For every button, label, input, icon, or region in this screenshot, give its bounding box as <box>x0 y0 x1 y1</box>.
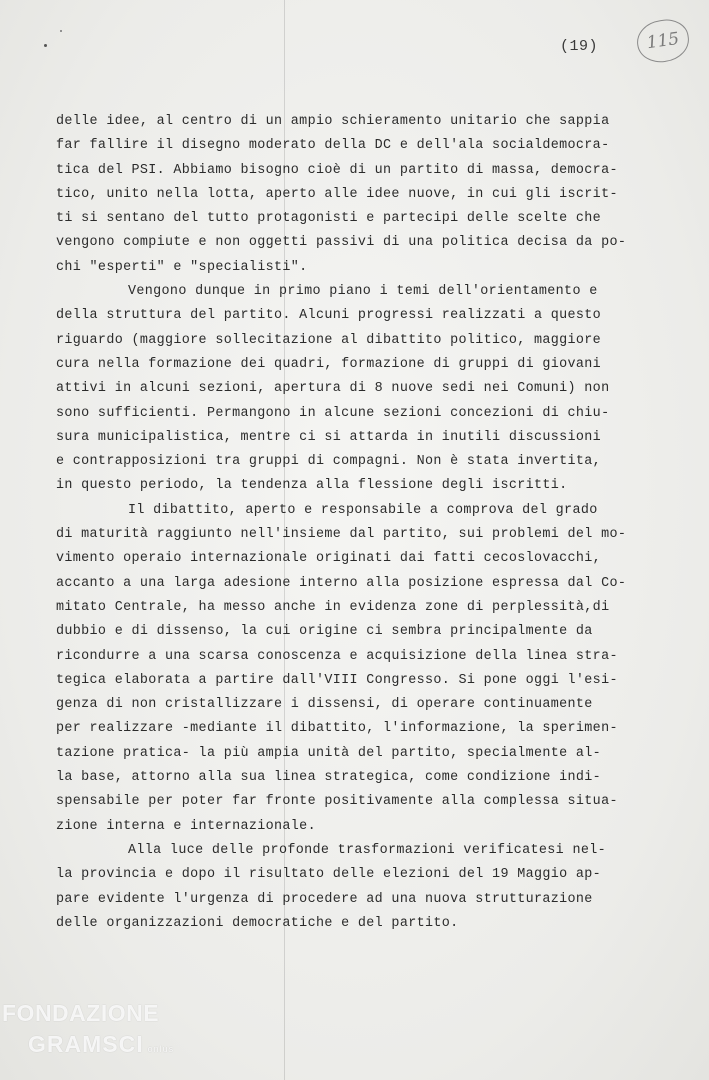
archive-stamp-number <box>634 17 691 66</box>
text-line: zione interna e internazionale. <box>56 818 316 834</box>
text-line: delle idee, al centro di un ampio schieramento unitario che sappia <box>56 114 610 129</box>
text-line: riguardo (maggiore sollecitazione al dibattito politico, maggiore <box>56 332 602 348</box>
text-line: Il dibattito, aperto e responsabile a comprova del grado <box>128 502 598 518</box>
text-line: pare evidente l'urgenza di procedere ad una nuova strutturazione <box>56 891 593 907</box>
text-line: vimento operaio internazionale originati dai fatti cecoslovacchi, <box>56 551 602 567</box>
text-line: delle organizzazioni democratiche e del partito. <box>56 915 459 931</box>
paragraph <box>56 839 656 936</box>
text-line: Vengono dunque in primo piano i temi dell'orientamento e <box>128 284 598 300</box>
text-line: far fallire il disegno moderato della DC e dell'ala socialdemocra- <box>56 138 610 154</box>
text-line: la base, attorno alla sua linea strategica, come condizione indi- <box>56 770 602 786</box>
ink-dot <box>60 30 62 32</box>
body-text <box>56 110 656 936</box>
watermark-logo <box>2 1000 174 1058</box>
text-line: mitato Centrale, ha messo anche in evidenza zone di perplessità,di <box>56 599 610 615</box>
text-line: della struttura del partito. Alcuni progressi realizzati a questo <box>56 308 602 324</box>
watermark-line2 <box>28 1031 174 1058</box>
text-line: tazione pratica- la più ampia unità del partito, specialmente al- <box>56 745 602 761</box>
text-line: chi "esperti" e "specialisti". <box>56 259 308 275</box>
text-line: accanto a una larga adesione interno alla posizione espressa dal Co- <box>56 575 627 591</box>
text-line: spensabile per poter far fronte positivamente alla complessa situa- <box>56 794 618 810</box>
text-line: in questo periodo, la tendenza alla flessione degli iscritti. <box>56 478 568 494</box>
text-line: attivi in alcuni sezioni, apertura di 8 nuove sedi nei Comuni) non <box>56 381 610 397</box>
text-line: e contrapposizioni tra gruppi di compagni. Non è stata invertita, <box>56 454 602 470</box>
text-line: ricondurre a una scarsa conoscenza e acquisizione della linea stra- <box>56 648 618 664</box>
watermark-suffix: onlus <box>147 1044 175 1054</box>
text-line: tegica elaborata a partire dall'VIII Congresso. Si pone oggi l'esi- <box>56 672 618 688</box>
paragraph <box>56 499 656 839</box>
stamp-number-text: 115 <box>645 28 681 54</box>
text-line: Alla luce delle profonde trasformazioni verificatesi nel- <box>128 842 606 858</box>
text-line: cura nella formazione dei quadri, formazione di gruppi di giovani <box>56 356 602 372</box>
text-line: sono sufficienti. Permangono in alcune sezioni concezioni di chiu- <box>56 405 610 421</box>
text-line: tica del PSI. Abbiamo bisogno cioè di un partito di massa, democra- <box>56 162 618 178</box>
text-line: la provincia e dopo il risultato delle elezioni del 19 Maggio ap- <box>56 867 602 883</box>
text-line: genza di non cristallizzare i dissensi, di operare continuamente <box>56 697 593 713</box>
text-line: ti si sentano del tutto protagonisti e partecipi delle scelte che <box>56 211 602 227</box>
paragraph <box>56 280 656 499</box>
text-line: di maturità raggiunto nell'insieme dal partito, sui problemi del mo- <box>56 527 627 543</box>
ink-dot <box>44 44 47 47</box>
page-number: (19) <box>560 38 599 55</box>
watermark-line1: FONDAZIONE <box>2 1000 160 1026</box>
paragraph <box>56 110 656 280</box>
text-line: per realizzare -mediante il dibattito, l'informazione, la sperimen- <box>56 721 618 737</box>
text-line: dubbio e di dissenso, la cui origine ci sembra principalmente da <box>56 624 593 640</box>
text-line: sura municipalistica, mentre ci si attarda in inutili discussioni <box>56 429 602 445</box>
text-line: tico, unito nella lotta, aperto alle idee nuove, in cui gli iscrit- <box>56 186 618 202</box>
text-line: vengono compiute e non oggetti passivi di una politica decisa da po- <box>56 235 627 251</box>
watermark-line2-text: GRAMSCI <box>28 1031 144 1057</box>
